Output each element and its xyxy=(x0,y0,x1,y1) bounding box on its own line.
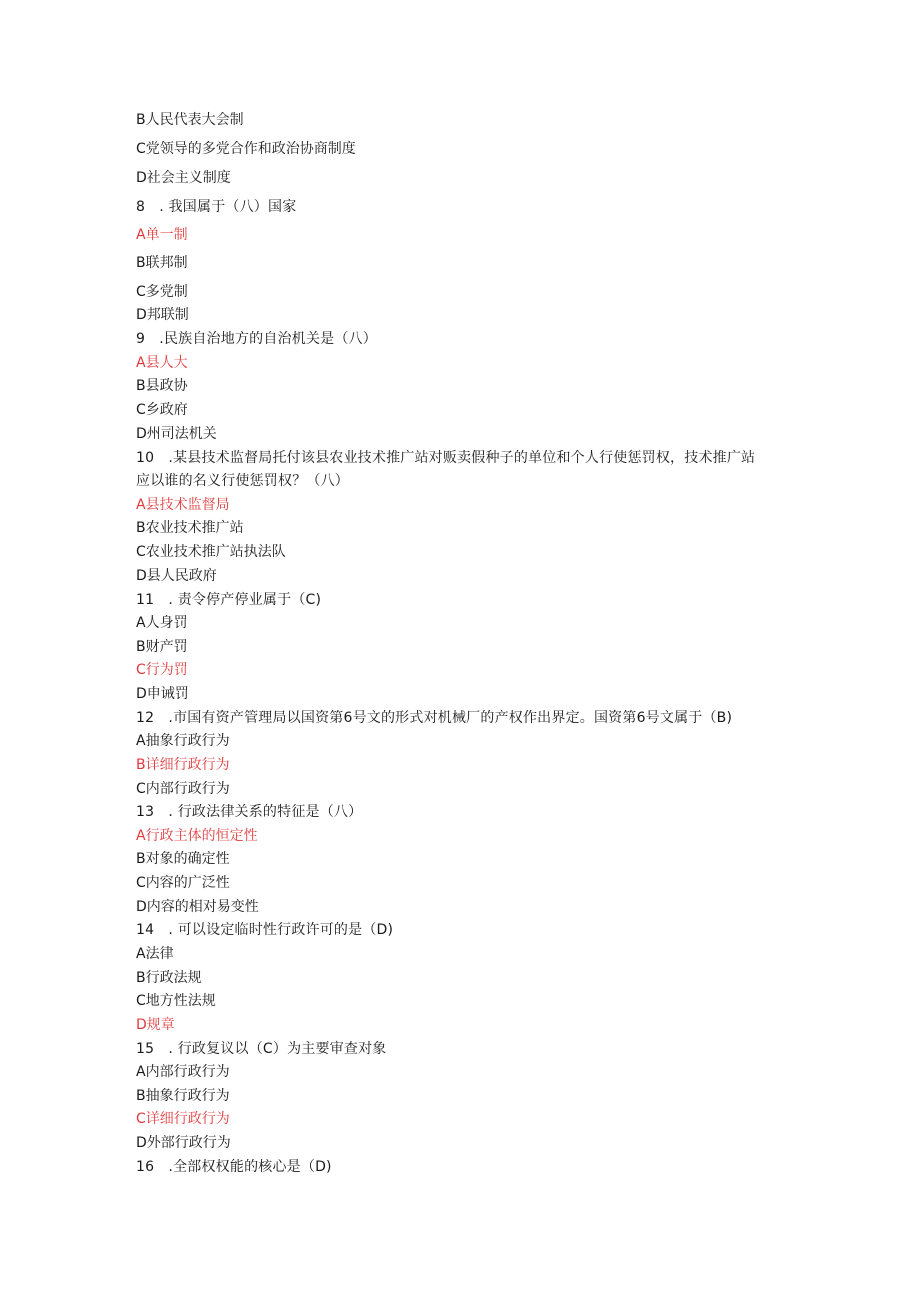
option-line: C内容的广泛性 xyxy=(136,875,230,891)
option-line: B县政协 xyxy=(136,378,188,394)
answer-option-line: C行为罚 xyxy=(136,662,188,678)
option-line: C党领导的多党合作和政治协商制度 xyxy=(136,141,356,157)
option-line: A法律 xyxy=(136,946,174,962)
answer-option-line: A单一制 xyxy=(136,227,188,243)
option-line: D州司法机关 xyxy=(136,426,217,442)
option-line: B农业技术推广站 xyxy=(136,520,244,536)
option-line: C农业技术推广站执法队 xyxy=(136,544,286,560)
option-line: D申诫罚 xyxy=(136,686,189,702)
option-line: B人民代表大会制 xyxy=(136,112,244,128)
question-line: 12 .市国有资产管理局以国资第6号文的形式对机械厂的产权作出界定。国资第6号文属于（B) xyxy=(136,710,733,726)
option-line: D外部行政行为 xyxy=(136,1135,231,1151)
option-line: C地方性法规 xyxy=(136,993,216,1009)
answer-option-line: A县人大 xyxy=(136,355,188,371)
question-line: 14 . 可以设定临时性行政许可的是（D) xyxy=(136,922,394,938)
option-line: D县人民政府 xyxy=(136,568,217,584)
option-line: B联邦制 xyxy=(136,255,188,271)
answer-option-line: D规章 xyxy=(136,1017,175,1033)
question-line: 11 . 责令停产停业属于（C) xyxy=(136,592,322,608)
option-line: C多党制 xyxy=(136,284,188,300)
option-line: D邦联制 xyxy=(136,307,189,323)
option-line: A抽象行政行为 xyxy=(136,733,230,749)
question-line: 8 . 我国属于（八）国家 xyxy=(136,199,297,215)
option-line: B对象的确定性 xyxy=(136,851,230,867)
question-line: 10 .某县技术监督局托付该县农业技术推广站对贩卖假种子的单位和个人行使惩罚权，技术推广站 xyxy=(136,450,756,466)
question-line: 9 .民族自治地方的自治机关是（八） xyxy=(136,331,377,347)
answer-option-line: A行政主体的恒定性 xyxy=(136,828,258,844)
option-line: B抽象行政行为 xyxy=(136,1088,230,1104)
option-line: C内部行政行为 xyxy=(136,781,230,797)
option-line: D内容的相对易变性 xyxy=(136,899,259,915)
option-line: B行政法规 xyxy=(136,970,202,986)
question-line: 16 .全部权权能的核心是（D) xyxy=(136,1159,332,1175)
option-line: D社会主义制度 xyxy=(136,170,231,186)
question-line-continued: 应以谁的名义行使惩罚权？（八） xyxy=(136,473,349,489)
answer-option-line: B详细行政行为 xyxy=(136,757,230,773)
question-line: 15 . 行政复议以（C）为主要审查对象 xyxy=(136,1041,387,1057)
option-line: C乡政府 xyxy=(136,402,188,418)
option-line: A内部行政行为 xyxy=(136,1064,230,1080)
option-line: A人身罚 xyxy=(136,615,188,631)
option-line: B财产罚 xyxy=(136,639,188,655)
answer-option-line: A县技术监督局 xyxy=(136,497,230,513)
question-line: 13 . 行政法律关系的特征是（八） xyxy=(136,804,363,820)
answer-option-line: C详细行政行为 xyxy=(136,1111,230,1127)
